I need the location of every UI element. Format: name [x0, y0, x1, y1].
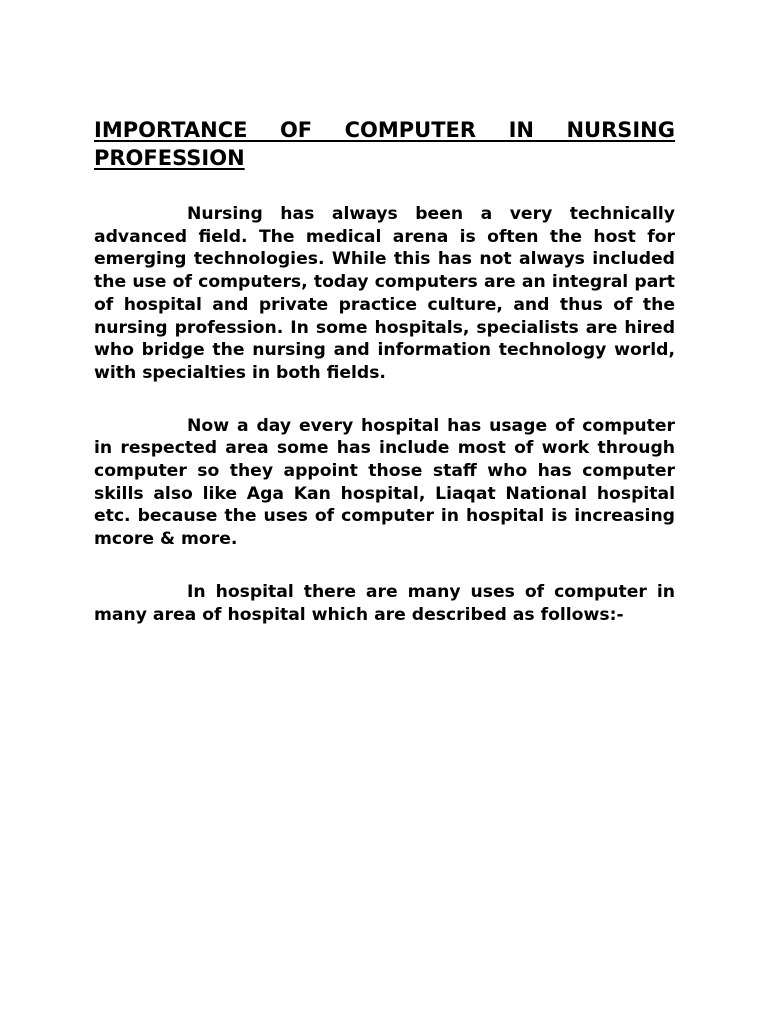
- document-title: IMPORTANCE OF COMPUTER IN NURSING PROFESSION: [94, 118, 675, 170]
- paragraph-hospital-computer-usage: Now a day every hospital has usage of computer in respected area some has include most of work through computer so they appoint those staff who has computer skills also like Aga Kan hospital, Liaqat National hospital etc. because the uses of computer in hospital is increasing mcore & more.: [94, 415, 675, 550]
- paragraph-nursing-technology: Nursing has always been a very technically advanced field. The medical arena is often the host for emerging technologies. While this has not always included the use of computers, today computers are an integral part of hospital and private practice culture, and thus of the nursing profession. In some hospitals, specialists are hired who bridge the nursing and information technology world, with specialties in both fields.: [94, 204, 675, 383]
- paragraph-uses-intro: In hospital there are many uses of computer in many area of hospital which are described as follows:-: [94, 581, 675, 625]
- document-body: [94, 116, 675, 626]
